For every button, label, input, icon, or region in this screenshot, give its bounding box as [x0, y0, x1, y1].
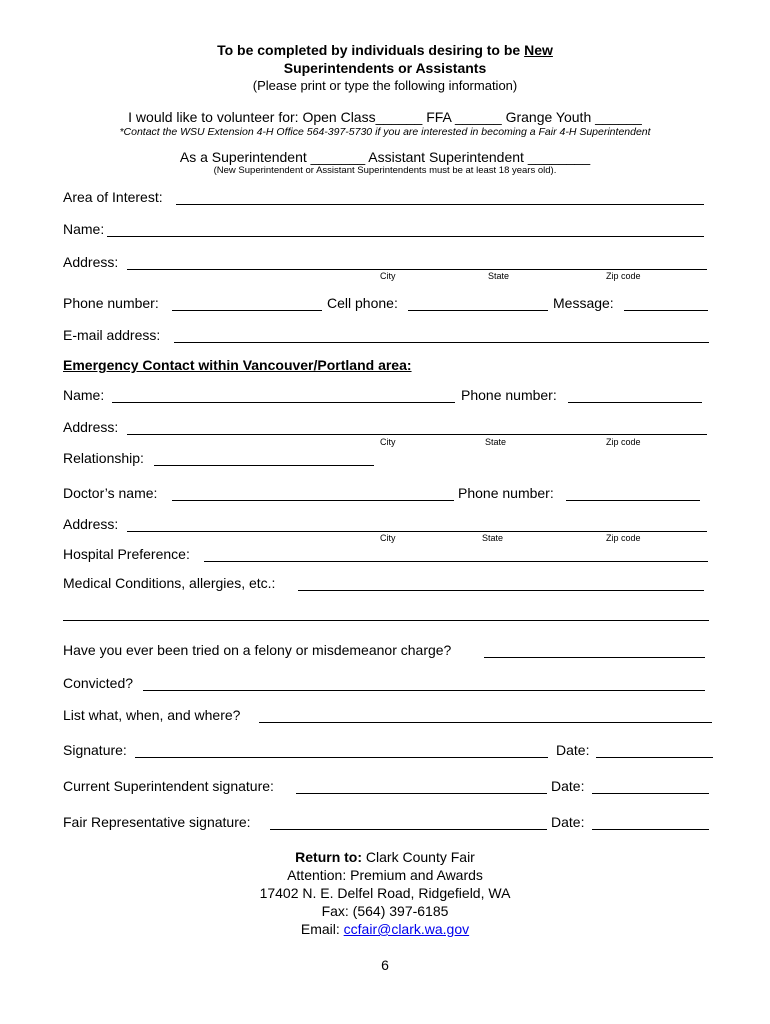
felony-field[interactable] [484, 657, 705, 658]
list-label: List what, when, and where? [63, 707, 241, 723]
list-field[interactable] [259, 722, 712, 723]
title-line2: Superintendents or Assistants [283, 60, 487, 76]
address-field[interactable] [127, 269, 707, 270]
area-of-interest-field[interactable] [176, 204, 704, 205]
return-label: Return to: [295, 849, 363, 865]
name-label: Name: [63, 221, 105, 237]
current-sup-date-label: Date: [551, 778, 585, 794]
fair-rep-field[interactable] [270, 829, 547, 830]
relationship-field[interactable] [154, 465, 374, 466]
signature-date-label: Date: [556, 742, 590, 758]
emergency-heading: Emergency Contact within Vancouver/Portland area: [63, 357, 412, 373]
return-email [0, 921, 770, 937]
state-caption: State [482, 533, 504, 543]
emergency-address-field[interactable] [127, 434, 707, 435]
felony-label: Have you ever been tried on a felony or misdemeanor charge? [63, 642, 452, 658]
doctor-name-label: Doctor’s name: [63, 485, 158, 501]
return-fax: Fax: (564) 397-6185 [321, 903, 449, 919]
city-caption: City [380, 437, 396, 447]
instruction: (Please print or type the following information) [252, 78, 518, 93]
doctor-address-label: Address: [63, 516, 119, 532]
relationship-label: Relationship: [63, 450, 144, 466]
doctor-address-field[interactable] [127, 531, 707, 532]
emergency-name-label: Name: [63, 387, 105, 403]
state-caption: State [485, 437, 507, 447]
zip-caption: Zip code [606, 533, 641, 543]
hospital-label: Hospital Preference: [63, 546, 190, 562]
cell-label: Cell phone: [327, 295, 398, 311]
area-of-interest-label: Area of Interest: [63, 189, 163, 205]
medical-label: Medical Conditions, allergies, etc.: [63, 575, 276, 591]
convicted-label: Convicted? [63, 675, 134, 691]
address-label: Address: [63, 254, 119, 270]
email-label-text: Email: [300, 921, 344, 937]
title-new: New [524, 42, 553, 58]
current-sup-date-field[interactable] [592, 793, 709, 794]
zip-caption: Zip code [606, 271, 641, 281]
return-address: 17402 N. E. Delfel Road, Ridgefield, WA [259, 885, 511, 901]
volunteer-line[interactable]: I would like to volunteer for: Open Class______ FFA ______ Grange Youth ______ [128, 109, 642, 125]
return-attention: Attention: Premium and Awards [287, 867, 483, 883]
doctor-name-field[interactable] [172, 500, 454, 501]
role-line[interactable]: As a Superintendent _______ Assistant Superintendent ________ [179, 149, 591, 165]
return-org: Clark County Fair [362, 849, 475, 865]
message-field[interactable] [624, 310, 708, 311]
medical-field[interactable] [298, 590, 704, 591]
page-number: 6 [381, 957, 389, 973]
convicted-field[interactable] [143, 690, 705, 691]
name-field[interactable] [107, 236, 704, 237]
city-caption: City [380, 271, 396, 281]
signature-label: Signature: [63, 742, 127, 758]
return-to [0, 849, 770, 865]
current-sup-label: Current Superintendent signature: [63, 778, 274, 794]
zip-caption: Zip code [606, 437, 641, 447]
phone-label: Phone number: [63, 295, 159, 311]
signature-field[interactable] [135, 757, 548, 758]
city-caption: City [380, 533, 396, 543]
fair-rep-date-label: Date: [551, 814, 585, 830]
form-title [0, 42, 770, 58]
fair-rep-label: Fair Representative signature: [63, 814, 251, 830]
email-label: E-mail address: [63, 327, 161, 343]
signature-date-field[interactable] [596, 757, 713, 758]
current-sup-field[interactable] [296, 793, 547, 794]
state-caption: State [488, 271, 510, 281]
emergency-phone-label: Phone number: [461, 387, 557, 403]
cell-field[interactable] [408, 310, 548, 311]
doctor-phone-field[interactable] [566, 500, 700, 501]
age-note: (New Superintendent or Assistant Superintendents must be at least 18 years old). [213, 165, 557, 176]
fair-rep-date-field[interactable] [592, 829, 709, 830]
email-field[interactable] [174, 342, 709, 343]
title-line1: To be completed by individuals desiring to be [217, 42, 525, 58]
medical-field-line2[interactable] [63, 620, 709, 621]
hospital-field[interactable] [204, 561, 708, 562]
email-link[interactable]: ccfair@clark.wa.gov [343, 921, 470, 937]
phone-field[interactable] [172, 310, 322, 311]
emergency-name-field[interactable] [112, 402, 455, 403]
emergency-address-label: Address: [63, 419, 119, 435]
doctor-phone-label: Phone number: [458, 485, 554, 501]
emergency-phone-field[interactable] [568, 402, 702, 403]
message-label: Message: [553, 295, 614, 311]
wsu-note: *Contact the WSU Extension 4-H Office 564-397-5730 if you are interested in becoming a Fair 4-H Superintendent [119, 126, 651, 138]
